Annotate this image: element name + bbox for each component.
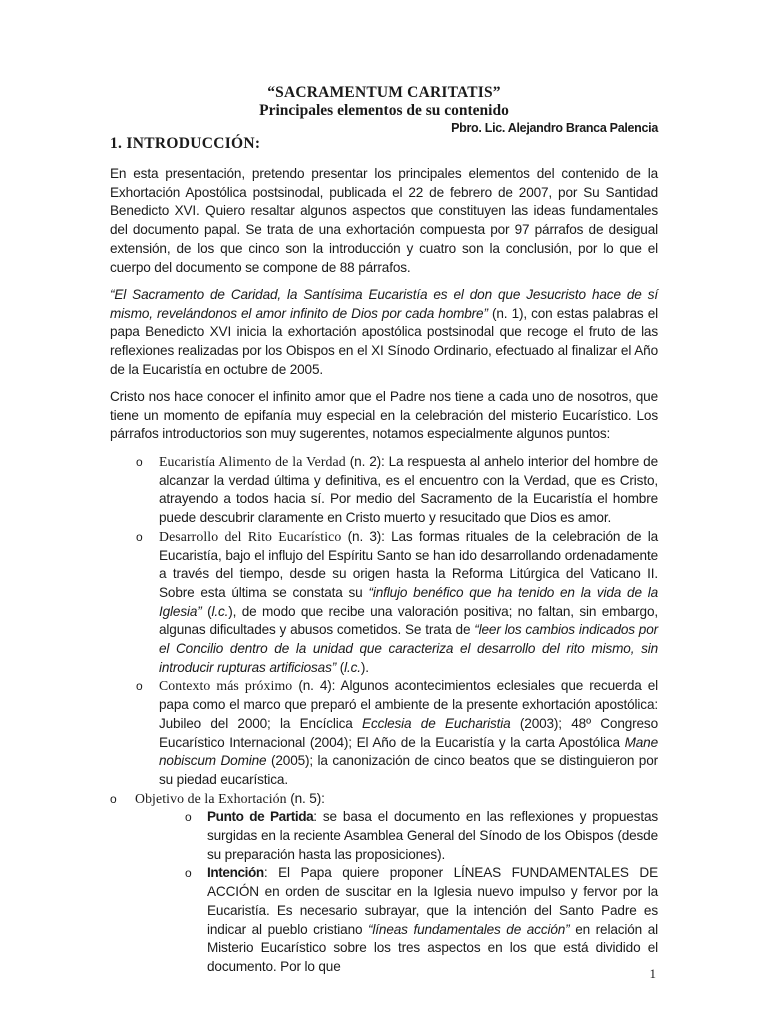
item-text: ( (201, 603, 212, 619)
paragraph-points: Cristo nos hace conocer el infinito amor que el Padre nos tiene a cada uno de nosotros, que tiene un momento de epifanía muy especial en la celebración del misterio Eucarístico. Los párrafos introductorios son muy sugerentes, notamos especialmente algunos puntos: (110, 389, 658, 442)
bullet-icon: o (185, 866, 192, 881)
sub-item-text: en relación al Misterio Eucarístico sobre los tres aspectos en los que está dividido el documento. Por lo que (207, 921, 658, 974)
list-item (110, 528, 658, 678)
sub-item-quote: “líneas fundamentales de acción” (368, 921, 570, 937)
bullet-icon: o (136, 455, 143, 469)
item-text: ). (360, 659, 369, 675)
item-term: Contexto más próximo (159, 678, 293, 694)
item-text: (n. 4): Algunos acontecimientos eclesiales que recuerda el papa como el marco que preparó el ambiente de la presente exhortación apostólica: Jubileo del 2000; la Encíclica (159, 678, 658, 731)
item-term: Desarrollo del Rito Eucarístico (159, 528, 342, 544)
item-italic: Mane nobiscum Domine (159, 734, 658, 769)
sub-list-item (159, 864, 658, 976)
bullet-icon: o (110, 791, 117, 806)
bullet-icon: o (185, 810, 192, 825)
bullet-icon: o (136, 529, 143, 544)
section-heading: 1. INTRODUCCIÓN: (110, 135, 261, 152)
sub-item-text: : El Papa quiere proponer LÍNEAS FUNDAMENTALES DE ACCIÓN en orden de suscitar en la Iglesia nuevo impulso y fervor por la Eucaristía. Es necesario subrayar, que la intención del Santo Padre es indicar al pueblo cristiano (207, 865, 658, 937)
item-quote: “leer los cambios indicados por el Concilio dentro de la unidad que caracteriza el desarrollo del rito mismo, sin introducir rupturas artificiosas” (159, 622, 658, 675)
item-quote: “influjo benéfico que ha tenido en la vida de la Iglesia” (159, 584, 658, 619)
item-text: (n. 2): La respuesta al anhelo interior del hombre de alcanzar la verdad última y definitiva, es el encuentro con la Verdad, que es Cristo, atrayendo a todos hacia sí. Por medio del Sacramento de la Eucaristía el hombre puede descubrir claramente en Cristo muerto y resucitado que Dios es amor. (159, 454, 658, 526)
list-item (110, 453, 658, 528)
item-citation: l.c. (211, 603, 229, 619)
item-text: (n. 5): (286, 790, 325, 806)
document-subtitle: Principales elementos de su contenido (259, 102, 509, 119)
paragraph-intro: En esta presentación, pretendo presentar los principales elementos del contenido de la Exhortación Apostólica postsinodal, publicada el 22 de febrero de 2007, por Su Santidad Benedicto XVI. Quiero resaltar algunos aspectos que constituyen las ideas fundamentales del documento papal. Se trata de una exhortación compuesta por 97 párrafos de desigual extensión, de los que cinco son la introducción y cuatro son la conclusión, por lo que el cuerpo del documento se compone de 88 párrafos. (110, 166, 658, 275)
sub-list (159, 808, 658, 976)
sub-list-item (159, 808, 658, 864)
quote-text: “El Sacramento de Caridad, la Santísima Eucaristía es el don que Jesucristo hace de sí mismo, revelándonos el amor infinito de Dios por cada hombre” (110, 287, 658, 321)
sub-item-text: : se basa el documento en las reflexiones y propuestas surgidas en la reciente Asamblea General del Sínodo de los Obispos (desde su preparación hasta las proposiciones). (207, 809, 658, 862)
points-list (110, 453, 658, 977)
list-item (110, 790, 658, 977)
item-text: (2005); la canonización de cinco beatos que se distinguieron por su piedad eucarística. (159, 753, 659, 787)
item-term: Objetivo de la Exhortación (135, 790, 287, 806)
item-text: (n. 3): Las formas rituales de la celebración de la Eucaristía, bajo el influjo del Espíritu Santo se han ido desarrollando ordenadamente a través del tiempo, desde su origen hasta la Reforma Litúrgica del Vaticano II. Sobre esta última se constata su (159, 528, 658, 600)
item-citation: l.c. (344, 659, 361, 675)
item-term: Eucaristía Alimento de la Verdad (159, 454, 346, 469)
document-title: “SACRAMENTUM CARITATIS” (267, 84, 501, 101)
sub-item-term: Punto de Partida (207, 809, 314, 825)
bullet-icon: o (136, 679, 143, 694)
author-line: Pbro. Lic. Alejandro Branca Palencia (451, 121, 658, 135)
item-text: ), de modo que recibe una valoración positiva; no faltan, sin embargo, algunas dificultades y abusos cometidos. Se trata de (159, 603, 658, 638)
sub-item-term: Intención (207, 865, 264, 881)
item-text: (2003); 48º Congreso Eucarístico Internacional (2004); El Año de la Eucaristía y la carta Apostólica (159, 715, 658, 750)
page-number: 1 (649, 966, 656, 981)
paragraph-text: (n. 1), con estas palabras el papa Benedicto XVI inicia la exhortación apostólica postsinodal que recoge el fruto de las reflexiones realizadas por los Obispos en el XI Sínodo Ordinario, efectuado al finalizar el Año de la Eucaristía en octubre de 2005. (110, 305, 658, 377)
paragraph-quote (110, 286, 658, 380)
item-text: ( (336, 659, 345, 675)
list-item (110, 677, 658, 789)
item-italic: Ecclesia de Eucharistia (362, 715, 511, 731)
